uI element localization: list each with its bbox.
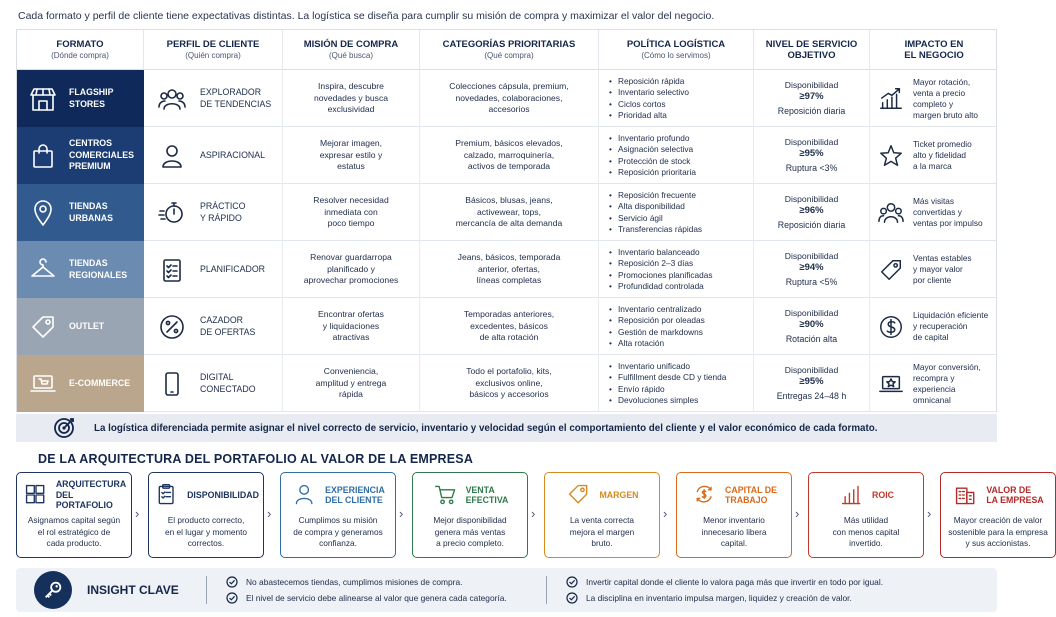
flow-step-header bbox=[289, 481, 389, 509]
impact-label: Liquidación eficiente y recuperación de capital bbox=[913, 310, 989, 342]
service-level-note: Entregas 24–48 h bbox=[776, 390, 847, 401]
table-row bbox=[17, 355, 996, 412]
cart-icon bbox=[434, 483, 458, 507]
header-sub: (Cómo lo servimos) bbox=[641, 51, 711, 60]
categories-cell: Todo el portafolio, kits, exclusivos online, básicos y accesorios bbox=[420, 355, 599, 412]
policy-item: • Inventario profundo bbox=[609, 133, 696, 145]
policy-item: • Inventario centralizado bbox=[609, 304, 705, 316]
star-icon bbox=[878, 143, 904, 169]
tag-icon bbox=[878, 257, 904, 283]
categories-cell: Premium, básicos elevados, calzado, marroquinería, activos de temporada bbox=[420, 127, 599, 184]
price-tag-icon bbox=[29, 313, 57, 341]
service-level-note: Reposición diaria bbox=[777, 105, 846, 116]
user-icon bbox=[293, 483, 317, 507]
table-header bbox=[17, 30, 996, 70]
service-level-value: ≥90% bbox=[799, 319, 824, 331]
impact-cell bbox=[870, 241, 998, 298]
service-level-cell bbox=[754, 127, 870, 184]
profile-label: PRÁCTICO Y RÁPIDO bbox=[200, 201, 246, 223]
service-level-cell bbox=[754, 355, 870, 412]
service-level-note: Rotación alta bbox=[785, 333, 838, 344]
profile-label: PLANIFICADOR bbox=[200, 263, 266, 274]
policy-cell bbox=[599, 241, 754, 298]
policy-list bbox=[609, 361, 726, 407]
format-label: CENTROS COMERCIALES PREMIUM bbox=[69, 138, 135, 172]
table-row bbox=[17, 70, 996, 127]
service-level-label: Disponibilidad bbox=[784, 364, 839, 375]
flow-arrow-icon: › bbox=[927, 506, 932, 521]
policy-item: • Profundidad controlada bbox=[609, 281, 713, 293]
header-formato bbox=[17, 30, 144, 70]
mission-cell: Inspira, descubre novedades y busca exclusividad bbox=[283, 70, 420, 127]
mission-cell: Conveniencia, amplitud y entrega rápida bbox=[283, 355, 420, 412]
service-level-cell bbox=[754, 298, 870, 355]
key-icon-badge bbox=[34, 571, 72, 609]
impact-cell bbox=[870, 127, 998, 184]
categories-cell: Colecciones cápsula, premium, novedades, colaboraciones, accesorios bbox=[420, 70, 599, 127]
header-impacto bbox=[870, 30, 998, 70]
impact-cell bbox=[870, 184, 998, 241]
divider bbox=[206, 576, 207, 604]
divider bbox=[546, 576, 547, 604]
hanger-icon bbox=[29, 256, 57, 284]
dollar-icon bbox=[878, 314, 904, 340]
format-label: OUTLET bbox=[69, 320, 105, 331]
flow-step bbox=[808, 472, 924, 558]
flow-step bbox=[676, 472, 792, 558]
flow-arrow-icon: › bbox=[399, 506, 404, 521]
service-level-label: Disponibilidad bbox=[784, 250, 839, 261]
header-title: PERFIL DE CLIENTE bbox=[166, 39, 260, 50]
key-icon bbox=[42, 579, 64, 601]
value-flow bbox=[16, 472, 1048, 558]
policy-item: • Protección de stock bbox=[609, 156, 696, 168]
format-cell bbox=[17, 298, 144, 355]
policy-cell bbox=[599, 298, 754, 355]
insight-point-text: El nivel de servicio debe alinearse al valor que genera cada categoría. bbox=[246, 593, 507, 603]
policy-item: • Reposición frecuente bbox=[609, 190, 702, 202]
header-perfil bbox=[144, 30, 283, 70]
banner-text: La logística diferenciada permite asignar el nivel correcto de servicio, inventario y velocidad según el comportamiento del cliente y el valor económico de cada formato. bbox=[94, 422, 878, 434]
building-icon bbox=[954, 483, 978, 507]
profile-cell bbox=[144, 184, 283, 241]
impact-cell bbox=[870, 355, 998, 412]
mission-cell: Encontrar ofertas y liquidaciones atractivas bbox=[283, 298, 420, 355]
service-level-note: Reposición diaria bbox=[777, 219, 846, 230]
checklist-icon bbox=[158, 256, 186, 284]
format-cell bbox=[17, 184, 144, 241]
mission-cell: Renovar guardarropa planificado y aprovechar promociones bbox=[283, 241, 420, 298]
service-level-label: Disponibilidad bbox=[784, 136, 839, 147]
service-level-note: Ruptura <5% bbox=[785, 276, 838, 287]
service-level-value: ≥95% bbox=[799, 148, 824, 160]
flow-step-body: La venta correcta mejora el margen bruto. bbox=[569, 515, 635, 548]
check-circle-icon bbox=[226, 576, 238, 588]
policy-item: • Inventario unificado bbox=[609, 361, 726, 373]
service-level-cell bbox=[754, 241, 870, 298]
format-cell bbox=[17, 355, 144, 412]
policy-item: • Inventario selectivo bbox=[609, 87, 689, 99]
flow-step-title: VALOR DE LA EMPRESA bbox=[986, 484, 1044, 505]
flow-step-body: Asignamos capital según el rol estratégico de cada producto. bbox=[27, 515, 121, 548]
categories-cell: Básicos, blusas, jeans, activewear, tops, mercancía de alta demanda bbox=[420, 184, 599, 241]
flow-step-title: MARGEN bbox=[599, 489, 639, 500]
header-politica bbox=[599, 30, 754, 70]
profile-cell bbox=[144, 298, 283, 355]
percent-icon bbox=[158, 313, 186, 341]
flow-step-header bbox=[157, 481, 257, 509]
flow-step-header bbox=[553, 481, 653, 509]
format-table bbox=[16, 29, 997, 412]
clipboard-icon bbox=[155, 483, 179, 507]
service-level-note: Ruptura <3% bbox=[785, 162, 838, 173]
policy-cell bbox=[599, 127, 754, 184]
format-cell bbox=[17, 70, 144, 127]
policy-item: • Reposición prioritaria bbox=[609, 167, 696, 179]
policy-item: • Reposición rápida bbox=[609, 76, 689, 88]
intro-text: Cada formato y perfil de cliente tiene expectativas distintas. La logística se diseña para cumplir su misión de compra y maximizar el valor del negocio. bbox=[18, 10, 715, 22]
format-label: TIENDAS URBANAS bbox=[69, 201, 113, 223]
policy-item: • Servicio ágil bbox=[609, 213, 702, 225]
stopwatch-icon bbox=[158, 199, 186, 227]
policy-item: • Gestión de markdowns bbox=[609, 327, 705, 339]
flow-step bbox=[544, 472, 660, 558]
format-label: FLAGSHIP STORES bbox=[69, 87, 114, 109]
flow-step bbox=[412, 472, 528, 558]
flow-step bbox=[280, 472, 396, 558]
policy-list bbox=[609, 76, 689, 122]
header-sub: (Dónde compra) bbox=[51, 51, 109, 60]
flow-step bbox=[940, 472, 1056, 558]
profile-cell bbox=[144, 127, 283, 184]
impact-label: Mayor rotación, venta a precio completo y margen bruto alto bbox=[913, 76, 979, 120]
policy-item: • Ciclos cortos bbox=[609, 99, 689, 111]
table-row bbox=[17, 298, 996, 355]
table-row bbox=[17, 184, 996, 241]
mission-cell: Resolver necesidad inmediata con poco tiempo bbox=[283, 184, 420, 241]
flow-step-body: Menor inventario innecesario libera capital. bbox=[701, 515, 767, 548]
flow-step-title: DISPONIBILIDAD bbox=[187, 489, 259, 500]
policy-item: • Fulfillment desde CD y tienda bbox=[609, 372, 726, 384]
flow-step-body: Más utilidad con menos capital invertido. bbox=[832, 515, 900, 548]
policy-item: • Asignación selectiva bbox=[609, 144, 696, 156]
table-row bbox=[17, 241, 996, 298]
insight-point-text: La disciplina en inventario impulsa margen, liquidez y creación de valor. bbox=[586, 593, 852, 603]
policy-cell bbox=[599, 70, 754, 127]
flow-step-title: VENTA EFECTIVA bbox=[465, 484, 509, 505]
insight-point-text: Invertir capital donde el cliente lo valora paga más que invertir en todo por igual. bbox=[586, 577, 884, 587]
insight-panel bbox=[16, 568, 997, 612]
smartphone-icon bbox=[158, 370, 186, 398]
policy-list bbox=[609, 304, 705, 350]
profile-label: ASPIRACIONAL bbox=[200, 149, 266, 160]
policy-cell bbox=[599, 184, 754, 241]
laptop-cart-icon bbox=[29, 370, 57, 398]
header-sub: (Qué busca) bbox=[328, 51, 374, 60]
insight-point bbox=[226, 576, 462, 588]
profile-cell bbox=[144, 70, 283, 127]
people-icon bbox=[878, 200, 904, 226]
impact-label: Mayor conversión, recompra y experiencia omnicanal bbox=[913, 361, 981, 405]
header-title: POLÍTICA LOGÍSTICA bbox=[626, 39, 726, 50]
impact-cell bbox=[870, 298, 998, 355]
laptop-star-icon bbox=[878, 371, 904, 397]
policy-cell bbox=[599, 355, 754, 412]
profile-cell bbox=[144, 355, 283, 412]
flow-step-title: EXPERIENCIA DEL CLIENTE bbox=[325, 484, 385, 505]
flow-step-body: Mayor creación de valor sostenible para la empresa y sus accionistas. bbox=[948, 515, 1048, 548]
service-level-label: Disponibilidad bbox=[784, 193, 839, 204]
flow-step-header bbox=[685, 481, 785, 509]
tag-outline-icon bbox=[567, 483, 591, 507]
map-pin-icon bbox=[29, 199, 57, 227]
insight-point bbox=[566, 592, 852, 604]
service-level-value: ≥97% bbox=[799, 91, 824, 103]
impact-cell bbox=[870, 70, 998, 127]
mission-cell: Mejorar imagen, expresar estilo y estatus bbox=[283, 127, 420, 184]
flow-arrow-icon: › bbox=[267, 506, 272, 521]
policy-list bbox=[609, 190, 702, 236]
section-title: DE LA ARQUITECTURA DEL PORTAFOLIO AL VALOR DE LA EMPRESA bbox=[38, 452, 474, 466]
check-circle-icon bbox=[566, 576, 578, 588]
service-level-label: Disponibilidad bbox=[784, 79, 839, 90]
policy-list bbox=[609, 247, 713, 293]
flow-step bbox=[16, 472, 132, 558]
header-title: NIVEL DE SERVICIO OBJETIVO bbox=[765, 39, 858, 61]
policy-item: • Devoluciones simples bbox=[609, 395, 726, 407]
storefront-icon bbox=[29, 85, 57, 113]
flow-step-body: El producto correcto, en el lugar y momento correctos. bbox=[164, 515, 248, 548]
format-cell bbox=[17, 241, 144, 298]
check-circle-icon bbox=[566, 592, 578, 604]
header-title: FORMATO bbox=[56, 39, 104, 50]
policy-item: • Reposición 2–3 días bbox=[609, 258, 713, 270]
service-level-label: Disponibilidad bbox=[784, 307, 839, 318]
policy-item: • Transferencias rápidas bbox=[609, 224, 702, 236]
policy-item: • Promociones planificadas bbox=[609, 270, 713, 282]
insight-point bbox=[226, 592, 507, 604]
format-label: E-COMMERCE bbox=[69, 377, 131, 388]
policy-item: • Alta disponibilidad bbox=[609, 201, 702, 213]
flow-arrow-icon: › bbox=[135, 506, 140, 521]
profile-label: CAZADOR DE OFERTAS bbox=[200, 315, 256, 337]
insight-point-text: No abastecemos tiendas, cumplimos misiones de compra. bbox=[246, 577, 463, 587]
service-level-value: ≥94% bbox=[799, 262, 824, 274]
categories-cell: Jeans, básicos, temporada anterior, ofertas, líneas completas bbox=[420, 241, 599, 298]
format-label: TIENDAS REGIONALES bbox=[69, 258, 128, 280]
header-title: MISIÓN DE COMPRA bbox=[303, 39, 399, 50]
policy-list bbox=[609, 133, 696, 179]
header-sub: (Qué compra) bbox=[484, 51, 534, 60]
check-circle-icon bbox=[226, 592, 238, 604]
insight-point bbox=[566, 576, 883, 588]
header-title: CATEGORÍAS PRIORITARIAS bbox=[442, 39, 576, 50]
profile-label: EXPLORADOR DE TENDENCIAS bbox=[200, 87, 272, 109]
table-row bbox=[17, 127, 996, 184]
policy-item: • Envío rápido bbox=[609, 384, 726, 396]
person-icon bbox=[158, 142, 186, 170]
grid-icon bbox=[24, 483, 48, 507]
shopping-bag-icon bbox=[29, 142, 57, 170]
header-nivel bbox=[754, 30, 870, 70]
service-level-cell bbox=[754, 184, 870, 241]
flow-step-header bbox=[25, 481, 125, 509]
cycle-dollar-icon bbox=[693, 483, 717, 507]
policy-item: • Reposición por oleadas bbox=[609, 315, 705, 327]
profile-cell bbox=[144, 241, 283, 298]
chart-bars-icon bbox=[840, 483, 864, 507]
flow-step-header bbox=[949, 481, 1049, 509]
format-cell bbox=[17, 127, 144, 184]
flow-step bbox=[148, 472, 264, 558]
impact-label: Más visitas convertidas y ventas por impulso bbox=[913, 196, 983, 228]
policy-item: • Inventario balanceado bbox=[609, 247, 713, 259]
flow-arrow-icon: › bbox=[795, 506, 800, 521]
policy-item: • Prioridad alta bbox=[609, 110, 689, 122]
insight-banner bbox=[16, 414, 997, 442]
header-mision bbox=[283, 30, 420, 70]
group-icon bbox=[158, 85, 186, 113]
categories-cell: Temporadas anteriores, excedentes, básicos de alta rotación bbox=[420, 298, 599, 355]
service-level-value: ≥96% bbox=[799, 205, 824, 217]
flow-step-body: Cumplimos su misión de compra y generamos confianza. bbox=[293, 515, 383, 548]
impact-label: Ventas estables y mayor valor por cliente bbox=[913, 253, 972, 285]
bar-growth-icon bbox=[878, 86, 904, 112]
flow-arrow-icon: › bbox=[663, 506, 668, 521]
flow-arrow-icon: › bbox=[531, 506, 536, 521]
profile-label: DIGITAL CONECTADO bbox=[200, 372, 256, 394]
target-icon bbox=[52, 416, 76, 440]
flow-step-title: ARQUITECTURA DEL PORTAFOLIO bbox=[55, 479, 127, 511]
service-level-value: ≥95% bbox=[799, 376, 824, 388]
policy-item: • Alta rotación bbox=[609, 338, 705, 350]
header-categorias bbox=[420, 30, 599, 70]
header-title: IMPACTO EN EL NEGOCIO bbox=[904, 39, 964, 61]
service-level-cell bbox=[754, 70, 870, 127]
insight-title: INSIGHT CLAVE bbox=[87, 583, 179, 597]
flow-step-title: CAPITAL DE TRABAJO bbox=[725, 484, 777, 505]
flow-step-header bbox=[817, 481, 917, 509]
header-sub: (Quién compra) bbox=[185, 51, 241, 60]
impact-label: Ticket promedio alto y fidelidad a la marca bbox=[913, 139, 972, 171]
flow-step-body: Mejor disponibilidad genera más ventas a precio completo. bbox=[433, 515, 507, 548]
flow-step-title: ROIC bbox=[872, 489, 894, 500]
flow-step-header bbox=[421, 481, 521, 509]
